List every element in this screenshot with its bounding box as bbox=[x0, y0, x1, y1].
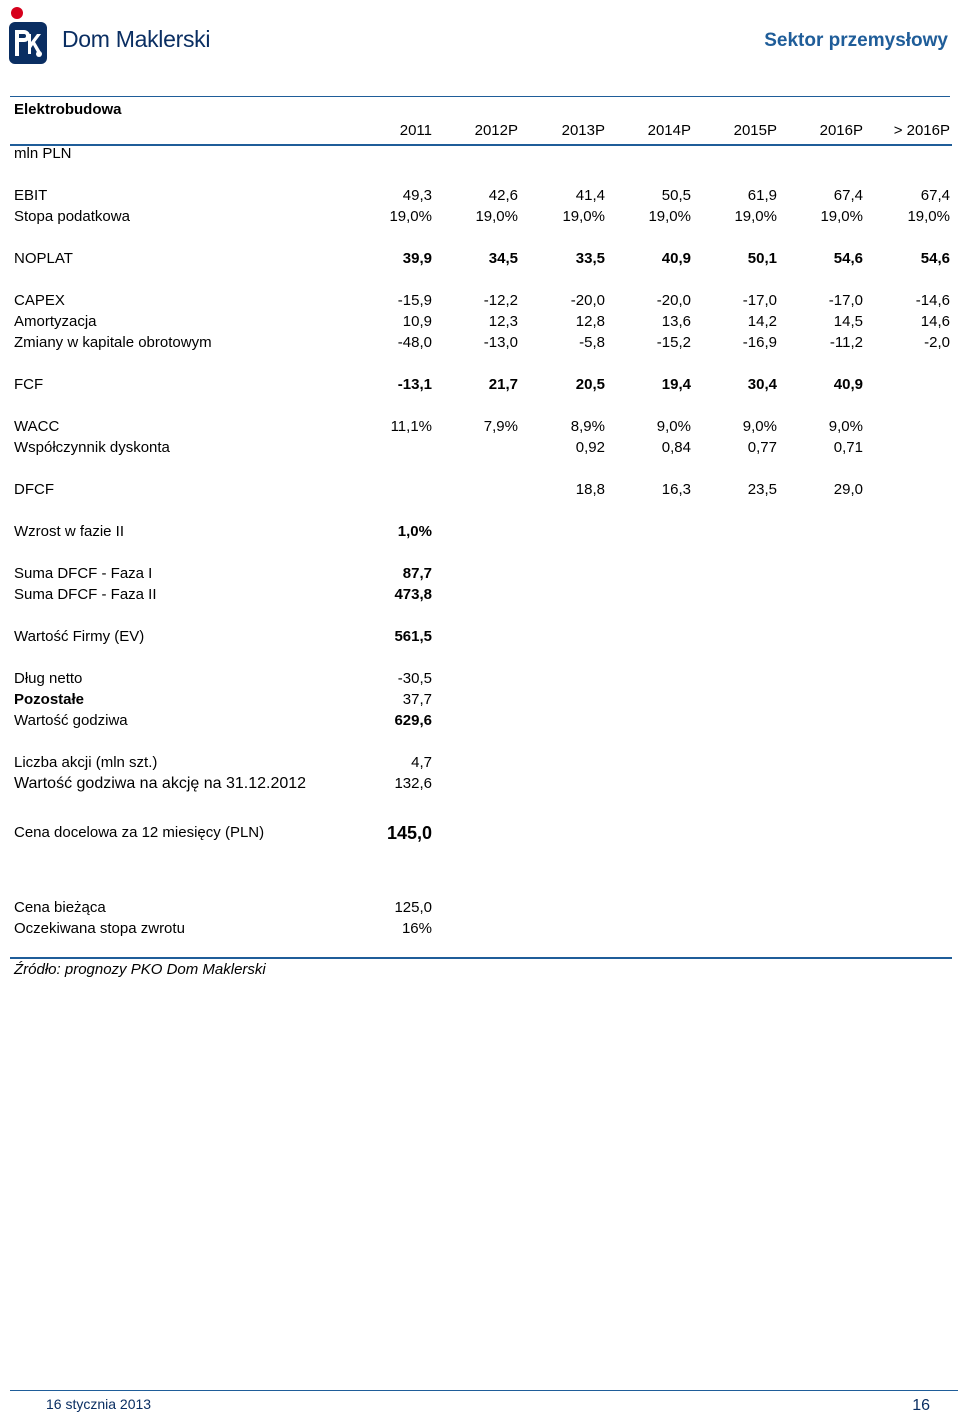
row-value: 67,4 bbox=[833, 187, 863, 204]
row-value: 40,9 bbox=[833, 376, 863, 393]
row-value: 0,92 bbox=[575, 439, 605, 456]
row-value: 7,9% bbox=[483, 418, 518, 435]
unit-row bbox=[14, 144, 954, 164]
row-value: 30,4 bbox=[747, 376, 777, 393]
unit-label: mln PLN bbox=[14, 145, 72, 162]
row-value: 19,0% bbox=[907, 208, 950, 225]
row-label: Suma DFCF - Faza II bbox=[14, 586, 157, 603]
row-value: 10,9 bbox=[402, 313, 432, 330]
row-label: Suma DFCF - Faza I bbox=[14, 565, 153, 582]
row-value: 19,0% bbox=[475, 208, 518, 225]
row-value: 125,0 bbox=[394, 899, 432, 916]
table-row-tax bbox=[14, 207, 954, 227]
year-cell: > 2016P bbox=[893, 122, 950, 139]
row-value: 9,0% bbox=[742, 418, 777, 435]
table-row-sum-phase1 bbox=[14, 564, 954, 584]
table-row-expected-return bbox=[14, 919, 954, 939]
pko-logo-icon bbox=[6, 4, 50, 66]
row-value: -30,5 bbox=[397, 670, 432, 687]
row-value: 561,5 bbox=[394, 628, 432, 645]
table-row-discount-factor bbox=[14, 438, 954, 458]
row-label: Wartość godziwa na akcję na 31.12.2012 bbox=[14, 775, 307, 792]
row-value: 8,9% bbox=[570, 418, 605, 435]
year-cell: 2012P bbox=[474, 122, 518, 139]
row-value: 19,0% bbox=[820, 208, 863, 225]
row-value: -15,9 bbox=[397, 292, 432, 309]
row-value: 33,5 bbox=[575, 250, 605, 267]
row-value: 49,3 bbox=[402, 187, 432, 204]
row-value: 40,9 bbox=[661, 250, 691, 267]
row-value: -11,2 bbox=[829, 334, 863, 351]
year-cell: 2013P bbox=[561, 122, 605, 139]
row-value: 12,3 bbox=[488, 313, 518, 330]
row-value: 61,9 bbox=[747, 187, 777, 204]
row-value: -15,2 bbox=[656, 334, 691, 351]
row-value: 12,8 bbox=[575, 313, 605, 330]
row-label: Cena bieżąca bbox=[14, 899, 106, 916]
year-cell: 2015P bbox=[733, 122, 777, 139]
table-row-other bbox=[14, 690, 954, 710]
row-label: CAPEX bbox=[14, 292, 65, 309]
table-row-fair-per-share bbox=[14, 774, 954, 794]
row-label: Liczba akcji (mln szt.) bbox=[14, 754, 158, 771]
row-value: 14,5 bbox=[833, 313, 863, 330]
row-value: 87,7 bbox=[402, 565, 432, 582]
brand-name: Dom Maklerski bbox=[62, 26, 211, 52]
row-value: 50,1 bbox=[747, 250, 777, 267]
row-label: Cena docelowa za 12 miesięcy (PLN) bbox=[14, 824, 265, 841]
row-value: 629,6 bbox=[394, 712, 432, 729]
page-number: 16 bbox=[912, 1397, 930, 1414]
row-value: 67,4 bbox=[920, 187, 950, 204]
footer-date: 16 stycznia 2013 bbox=[46, 1396, 152, 1412]
row-label: FCF bbox=[14, 376, 44, 393]
row-value: -12,2 bbox=[483, 292, 518, 309]
row-value: -48,0 bbox=[397, 334, 432, 351]
table-top-rule bbox=[10, 96, 950, 97]
row-label: Amortyzacja bbox=[14, 313, 97, 330]
row-value: -20,0 bbox=[570, 292, 605, 309]
row-value: 1,0% bbox=[397, 523, 432, 540]
row-value: -17,0 bbox=[742, 292, 777, 309]
table-row-capex bbox=[14, 291, 954, 311]
row-value: 41,4 bbox=[575, 187, 605, 204]
table-row-ev bbox=[14, 627, 954, 647]
row-label: Zmiany w kapitale obrotowym bbox=[14, 334, 212, 351]
table-row-sum-phase2 bbox=[14, 585, 954, 605]
source-note: Źródło: prognozy PKO Dom Maklerski bbox=[14, 961, 266, 978]
year-header-row bbox=[14, 121, 954, 141]
row-value: 9,0% bbox=[828, 418, 863, 435]
row-value: -20,0 bbox=[656, 292, 691, 309]
table-row-target-price bbox=[14, 823, 954, 843]
row-value: -13,0 bbox=[483, 334, 518, 351]
year-cell: 2014P bbox=[647, 122, 691, 139]
row-value: -5,8 bbox=[579, 334, 605, 351]
row-label: WACC bbox=[14, 418, 60, 435]
row-value: 34,5 bbox=[488, 250, 518, 267]
row-value: 19,0% bbox=[648, 208, 691, 225]
row-value: 19,0% bbox=[562, 208, 605, 225]
row-value: 0,71 bbox=[833, 439, 863, 456]
footer-rule bbox=[10, 1390, 958, 1391]
table-row-working-capital bbox=[14, 333, 954, 353]
row-label: Stopa podatkowa bbox=[14, 208, 130, 225]
table-row-wacc bbox=[14, 417, 954, 437]
row-value: 54,6 bbox=[920, 250, 950, 267]
row-label: Wartość godziwa bbox=[14, 712, 128, 729]
row-value: 19,4 bbox=[661, 376, 691, 393]
row-value: 13,6 bbox=[661, 313, 691, 330]
row-value: 4,7 bbox=[411, 754, 432, 771]
row-label: EBIT bbox=[14, 187, 48, 204]
row-value: -13,1 bbox=[397, 376, 432, 393]
row-label: Wzrost w fazie II bbox=[14, 523, 125, 540]
row-label: DFCF bbox=[14, 481, 54, 498]
row-label: Wartość Firmy (EV) bbox=[14, 628, 145, 645]
table-row-ebit bbox=[14, 186, 954, 206]
row-value: -17,0 bbox=[828, 292, 863, 309]
row-value: 42,6 bbox=[488, 187, 518, 204]
row-label: Oczekiwana stopa zwrotu bbox=[14, 920, 185, 937]
row-value: 132,6 bbox=[394, 775, 432, 792]
page-header bbox=[0, 0, 960, 80]
row-label: Pozostałe bbox=[14, 691, 85, 708]
row-value: 20,5 bbox=[575, 376, 605, 393]
row-value: 23,5 bbox=[747, 481, 777, 498]
row-value: 29,0 bbox=[833, 481, 863, 498]
row-value: 54,6 bbox=[833, 250, 863, 267]
table-row-growth bbox=[14, 522, 954, 542]
table-row-noplat bbox=[14, 249, 954, 269]
row-label: Współczynnik dyskonta bbox=[14, 439, 170, 456]
table-row-amortization bbox=[14, 312, 954, 332]
row-value: 473,8 bbox=[394, 586, 432, 603]
year-cell: 2016P bbox=[819, 122, 863, 139]
target-price-value: 145,0 bbox=[386, 823, 432, 843]
row-value: 11,1% bbox=[390, 418, 432, 435]
row-value: 14,6 bbox=[920, 313, 950, 330]
row-value: 0,84 bbox=[661, 439, 691, 456]
table-row-current-price bbox=[14, 898, 954, 918]
row-value: 19,0% bbox=[734, 208, 777, 225]
row-label: Dług netto bbox=[14, 670, 83, 687]
row-value: 18,8 bbox=[575, 481, 605, 498]
table-row-shares bbox=[14, 753, 954, 773]
row-value: 0,77 bbox=[747, 439, 777, 456]
row-value: 21,7 bbox=[488, 376, 518, 393]
table-row-net-debt bbox=[14, 669, 954, 689]
row-value: 19,0% bbox=[389, 208, 432, 225]
row-value: 16,3 bbox=[661, 481, 691, 498]
row-value: 37,7 bbox=[402, 691, 432, 708]
row-value: -14,6 bbox=[915, 292, 950, 309]
row-value: 39,9 bbox=[402, 250, 432, 267]
source-rule bbox=[10, 957, 952, 959]
row-value: -16,9 bbox=[742, 334, 777, 351]
row-label: NOPLAT bbox=[14, 250, 73, 267]
table-row-fair-value bbox=[14, 711, 954, 731]
sector-title: Sektor przemysłowy bbox=[764, 30, 948, 51]
row-value: 14,2 bbox=[747, 313, 777, 330]
row-value: 50,5 bbox=[661, 187, 691, 204]
table-title: Elektrobudowa bbox=[14, 101, 122, 118]
row-value: 16% bbox=[401, 920, 432, 937]
row-value: 9,0% bbox=[656, 418, 691, 435]
table-row-dfcf bbox=[14, 480, 954, 500]
year-cell: 2011 bbox=[399, 122, 432, 139]
table-row-fcf bbox=[14, 375, 954, 395]
row-value: -2,0 bbox=[924, 334, 950, 351]
